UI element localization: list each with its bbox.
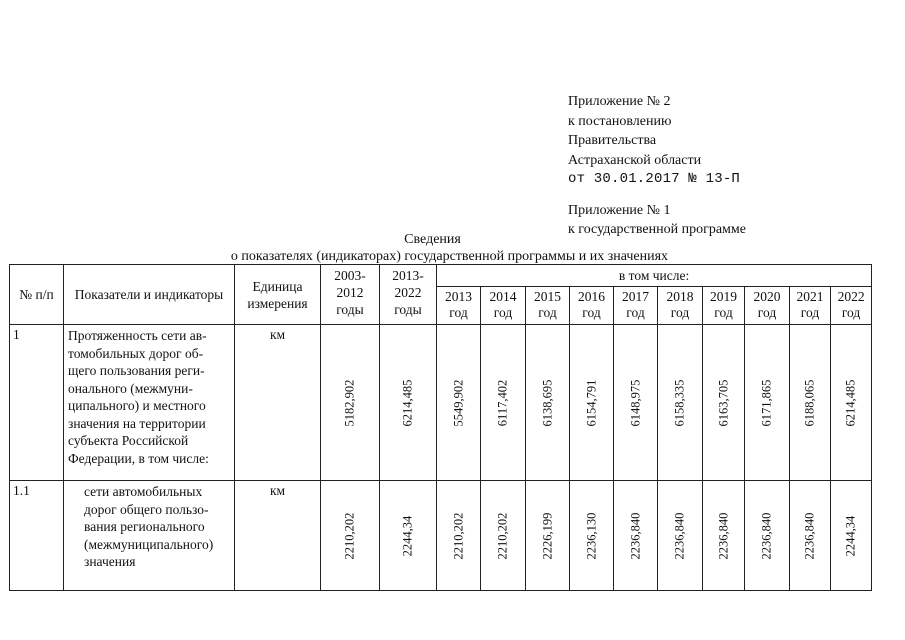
- value-cell: [831, 481, 872, 591]
- value-cell: [658, 481, 703, 591]
- value-text: 5182,902: [342, 379, 357, 426]
- header-year: 2017 год: [614, 287, 658, 325]
- value-cell: [790, 481, 831, 591]
- header-year: 2013 год: [437, 287, 481, 325]
- value-text: 2236,840: [716, 512, 730, 559]
- value-text: 2236,840: [802, 512, 817, 559]
- value-cell: [745, 325, 790, 481]
- header-including: в том числе:: [437, 265, 872, 287]
- value-cell: [481, 325, 526, 481]
- value-text: 5549,902: [451, 379, 465, 426]
- value-cell: [614, 481, 658, 591]
- value-text: 6117,402: [495, 379, 510, 426]
- value-cell: [745, 481, 790, 591]
- value-text: 2226,199: [540, 512, 554, 559]
- header-row: [10, 265, 872, 287]
- value-text: 2236,130: [584, 512, 598, 559]
- row-number: 1.1: [10, 481, 64, 591]
- row-unit: км: [235, 325, 321, 481]
- value-cell: [614, 325, 658, 481]
- value-cell: [831, 325, 872, 481]
- value-text: 6163,705: [716, 379, 730, 426]
- header-period-2013-2022: 2013- 2022 годы: [380, 265, 437, 325]
- value-cell: [526, 325, 570, 481]
- value-cell: [380, 325, 437, 481]
- value-text: 2210,202: [342, 512, 357, 559]
- appendix-line: Приложение № 2: [568, 94, 671, 109]
- value-cell: [437, 325, 481, 481]
- document-subtitle: о показателях (индикаторах) государственной программы и их значениях: [230, 249, 669, 264]
- value-text: 2244,34: [843, 515, 858, 556]
- decree-date-line: от 30.01.2017 № 13-П: [568, 171, 741, 187]
- value-cell: [481, 481, 526, 591]
- indicators-table: [9, 264, 872, 591]
- header-year: 2022 год: [831, 287, 872, 325]
- value-text: 6214,485: [843, 379, 858, 426]
- header-period-2003-2012: 2003- 2012 годы: [321, 265, 380, 325]
- value-cell: [526, 481, 570, 591]
- header-year: 2018 год: [658, 287, 703, 325]
- row-unit: км: [235, 481, 321, 591]
- value-text: 2236,840: [759, 512, 774, 559]
- header-year: 2019 год: [703, 287, 745, 325]
- value-text: 2210,202: [495, 512, 510, 559]
- value-text: 6188,065: [802, 379, 817, 426]
- value-cell: [570, 481, 614, 591]
- appendix-line: к государственной программе: [568, 222, 746, 237]
- value-text: 6138,695: [540, 379, 554, 426]
- value-text: 2210,202: [451, 512, 465, 559]
- row-number: 1: [10, 325, 64, 481]
- document-title: Сведения: [404, 232, 461, 247]
- appendix-line: Астраханской области: [568, 152, 702, 168]
- value-cell: [437, 481, 481, 591]
- value-cell: [703, 481, 745, 591]
- appendix-line: Приложение № 1: [568, 202, 671, 218]
- row-indicator: Протяженность сети ав-томобильных дорог об-щего пользования реги-онального (межмуни-ципального) и местного значения на территории субъекта Российской Федерации, в том числе:: [64, 325, 235, 481]
- appendix-line: к постановлению: [568, 113, 672, 129]
- header-year: 2016 год: [570, 287, 614, 325]
- value-text: 6154,791: [584, 379, 598, 426]
- value-cell: [321, 325, 380, 481]
- table-row: [10, 325, 872, 481]
- header-num: № п/п: [10, 265, 64, 325]
- value-text: 6148,975: [628, 379, 642, 426]
- row-indicator: сети автомобильных дорог общего пользо-вания регионального (межмуниципального) значения: [64, 481, 235, 591]
- value-text: 2236,840: [628, 512, 642, 559]
- header-year: 2021 год: [790, 287, 831, 325]
- value-cell: [570, 325, 614, 481]
- value-cell: [380, 481, 437, 591]
- appendix-line: Правительства: [568, 133, 657, 148]
- header-indicator: Показатели и индикаторы: [64, 265, 235, 325]
- value-cell: [703, 325, 745, 481]
- value-text: 6214,485: [400, 379, 415, 426]
- table-row: [10, 481, 872, 591]
- appendix-header: [568, 92, 746, 240]
- value-cell: [790, 325, 831, 481]
- value-text: 6171,865: [759, 379, 774, 426]
- value-text: 6158,335: [672, 379, 687, 426]
- header-unit: Единица измерения: [235, 265, 321, 325]
- value-cell: [321, 481, 380, 591]
- value-cell: [658, 325, 703, 481]
- header-year: 2014 год: [481, 287, 526, 325]
- value-text: 2236,840: [672, 512, 687, 559]
- value-text: 2244,34: [400, 515, 415, 556]
- header-year: 2015 год: [526, 287, 570, 325]
- header-year: 2020 год: [745, 287, 790, 325]
